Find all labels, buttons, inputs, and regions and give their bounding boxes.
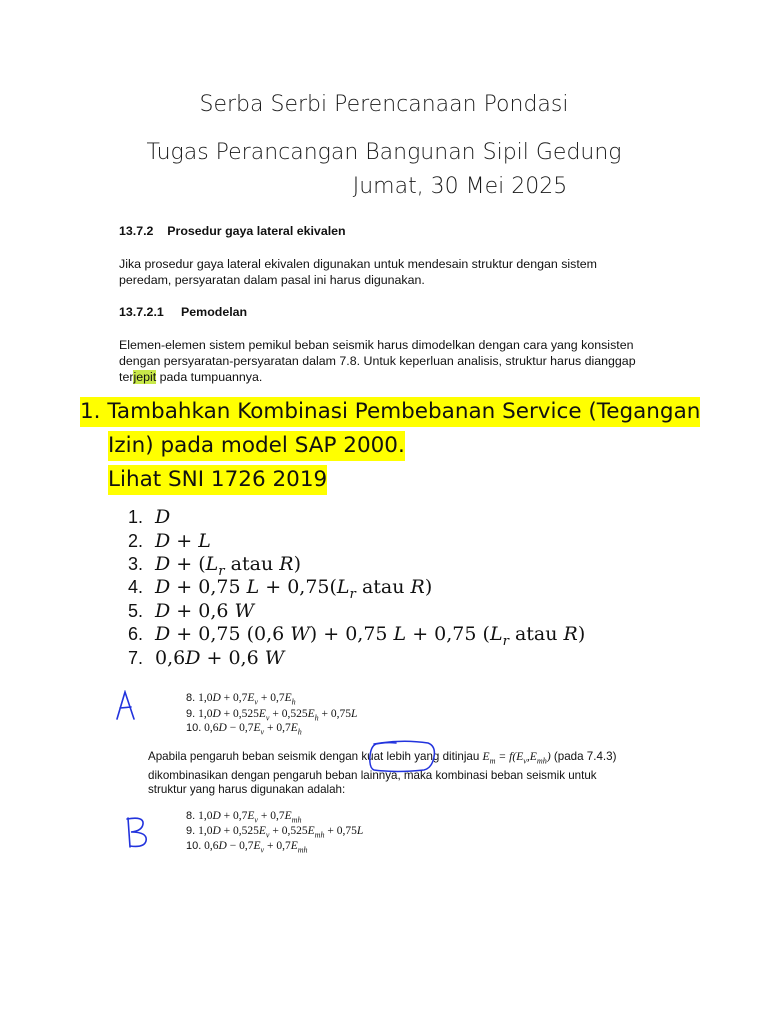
subsection-number: 13.7.2.1 <box>119 305 164 319</box>
combination-row: 3. $D + (L_r$ atau R) <box>128 553 301 579</box>
handwritten-b-label <box>124 815 150 849</box>
section-title: Prosedur gaya lateral ekivalen <box>167 224 346 238</box>
combination-row: 1. D <box>128 506 171 528</box>
circled-phrase: kuat lebih <box>361 750 411 763</box>
equation-row: 8. $1,0D + 0,7E_v + 0,7E_h$ <box>186 692 296 707</box>
item-1-line-2: Izin) pada model SAP 2000. <box>108 433 405 458</box>
item-1-line-3: Lihat SNI 1726 2019 <box>108 467 327 492</box>
equation-row: 10. $0,6D - 0,7E_v + 0,7E_{mh}$ <box>186 840 308 855</box>
combination-row: 5. D + 0,6 W <box>128 600 255 622</box>
combination-row: 2. D + L <box>128 530 211 552</box>
subsection-heading <box>119 304 659 320</box>
equation-row: 9. $1,0D + 0,525E_v + 0,525E_h + 0,75L$ <box>186 708 358 723</box>
equation-row: 9. $1,0D + 0,525E_v + 0,525E_{mh} + 0,75L$ <box>186 825 364 840</box>
handwritten-a-label <box>114 690 140 720</box>
paragraph-line-3: struktur yang harus digunakan adalah: <box>148 783 346 797</box>
combination-row: 4. D + 0,75 $L + 0,75(L_r$ atau R) <box>128 576 433 602</box>
section-text-1: Jika prosedur gaya lateral ekivalen digunakan untuk mendesain struktur dengan sistem <box>119 257 598 271</box>
standard-snippet <box>119 223 659 385</box>
combination-row: 6. D + 0,75 (0,6 W) + 0,75 L + 0,75 ($L_r$ atau R) <box>128 623 586 649</box>
paragraph-line-2: dikombinasikan dengan pengaruh beban lainnya, maka kombinasi beban seismik untuk <box>148 768 597 782</box>
highlighted-word: jepit <box>133 370 157 384</box>
combination-row: 7. 0,6D + 0,6 W <box>128 647 285 669</box>
section-text-2: peredam, persyaratan dalam pasal ini harus digunakan. <box>119 273 425 287</box>
item-number: 1. <box>80 399 101 424</box>
document-date: Jumat, 30 Mei 2025 <box>352 174 568 199</box>
document-subtitle: Tugas Perancangan Bangunan Sipil Gedung <box>146 140 622 165</box>
section-number: 13.7.2 <box>119 224 154 238</box>
equation-row: 10. $0,6D - 0,7E_v + 0,7E_h$ <box>186 722 302 737</box>
em-formula: $E_m = f(E_v,E_{mh})$ <box>482 750 551 766</box>
subsection-text-3: terjepit pada tumpuannya. <box>119 370 263 384</box>
section-heading <box>119 223 659 239</box>
subsection-text-1: Elemen-elemen sistem pemikul beban seismik harus dimodelkan dengan cara yang konsisten <box>119 338 634 352</box>
paragraph-line-1: Apabila pengaruh beban seismik dengan kuat lebih yang ditinjau $E_m = f(E_v,E_{mh})$ (pada 7.4.3) <box>148 750 617 766</box>
subsection-title: Pemodelan <box>181 305 248 319</box>
subsection-text-2: dengan persyaratan-persyaratan dalam 7.8. Untuk keperluan analisis, struktur harus dianggap <box>119 354 636 368</box>
handwritten-circle-mark <box>366 740 438 774</box>
item-1-line-1: 1. Tambahkan Kombinasi Pembebanan Service (Tegangan <box>80 399 700 424</box>
equation-row: 8. $1,0D + 0,7E_v + 0,7E_{mh}$ <box>186 810 302 825</box>
document-title: Serba Serbi Perencanaan Pondasi <box>199 92 569 117</box>
